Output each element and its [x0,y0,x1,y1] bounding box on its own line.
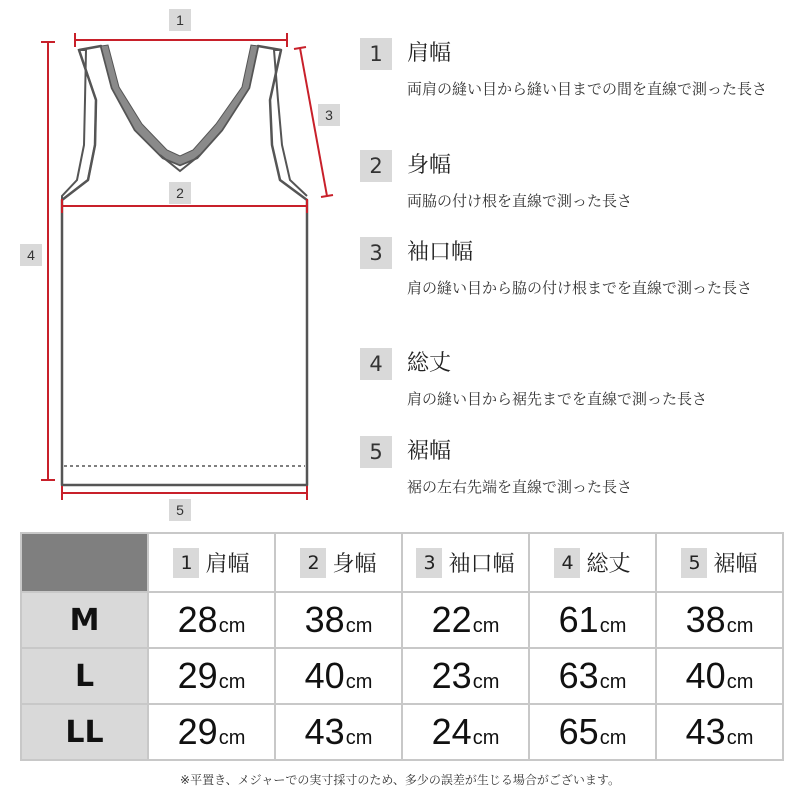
legend-num: 3 [360,237,392,269]
legend-num: 5 [360,436,392,468]
legend-desc: 裾の左右先端を直線で測った長さ [407,478,633,496]
size-label: LL [21,704,148,760]
tank-top-outline [62,46,307,485]
header-armhole [402,533,529,592]
header-num: 2 [300,548,326,578]
size-value: 24cm [402,704,529,760]
header-shoulder [148,533,275,592]
label-2: 2 [176,185,184,201]
size-value: 28cm [148,592,275,648]
legend-title: 身幅 [407,153,452,178]
size-label: L [21,648,148,704]
header-label: 肩幅 [205,552,250,577]
label-1: 1 [176,12,184,28]
table-row [21,592,783,648]
legend-num: 4 [360,348,392,380]
measure-armhole [294,47,340,197]
size-value: 22cm [402,592,529,648]
header-label: 総丈 [586,552,631,577]
header-label: 袖口幅 [448,552,515,577]
table-row [21,648,783,704]
size-value: 38cm [275,592,402,648]
table-row [21,704,783,760]
legend-desc: 両脇の付け根を直線で測った長さ [407,192,633,210]
size-value: 43cm [275,704,402,760]
label-4: 4 [27,247,35,263]
size-value: 38cm [656,592,783,648]
size-value: 23cm [402,648,529,704]
size-label: M [21,592,148,648]
header-label: 裾幅 [713,552,758,577]
size-value: 40cm [656,648,783,704]
legend-title: 肩幅 [407,41,452,66]
size-table [20,532,784,761]
legend-desc: 肩の縫い目から脇の付け根までを直線で測った長さ [407,279,753,297]
label-5: 5 [176,502,184,518]
header-hem [656,533,783,592]
header-length [529,533,656,592]
size-value: 40cm [275,648,402,704]
header-num: 1 [173,548,199,578]
header-num: 5 [681,548,707,578]
size-table-header-row [21,533,783,592]
table-corner [21,533,148,592]
header-num: 3 [416,548,442,578]
measure-hem [62,486,307,521]
legend-num: 2 [360,150,392,182]
legend-num: 1 [360,38,392,70]
tank-top-diagram [0,0,350,525]
footnote: ※平置き、メジャーでの実寸採寸のため、多少の誤差が生じる場合がございます。 [180,773,620,787]
header-num: 4 [554,548,580,578]
legend-title: 総丈 [407,351,452,376]
size-value: 63cm [529,648,656,704]
header-chest [275,533,402,592]
size-value: 43cm [656,704,783,760]
size-value: 65cm [529,704,656,760]
legend-title: 裾幅 [407,439,452,464]
size-value: 29cm [148,704,275,760]
legend-title: 袖口幅 [407,240,474,265]
measure-length [20,42,55,480]
legend-desc: 肩の縫い目から裾先までを直線で測った長さ [407,390,708,408]
header-label: 身幅 [332,552,377,577]
label-3: 3 [325,107,333,123]
size-value: 29cm [148,648,275,704]
legend-desc: 両肩の縫い目から縫い目までの間を直線で測った長さ [407,80,768,98]
size-value: 61cm [529,592,656,648]
measure-shoulder [75,9,287,47]
